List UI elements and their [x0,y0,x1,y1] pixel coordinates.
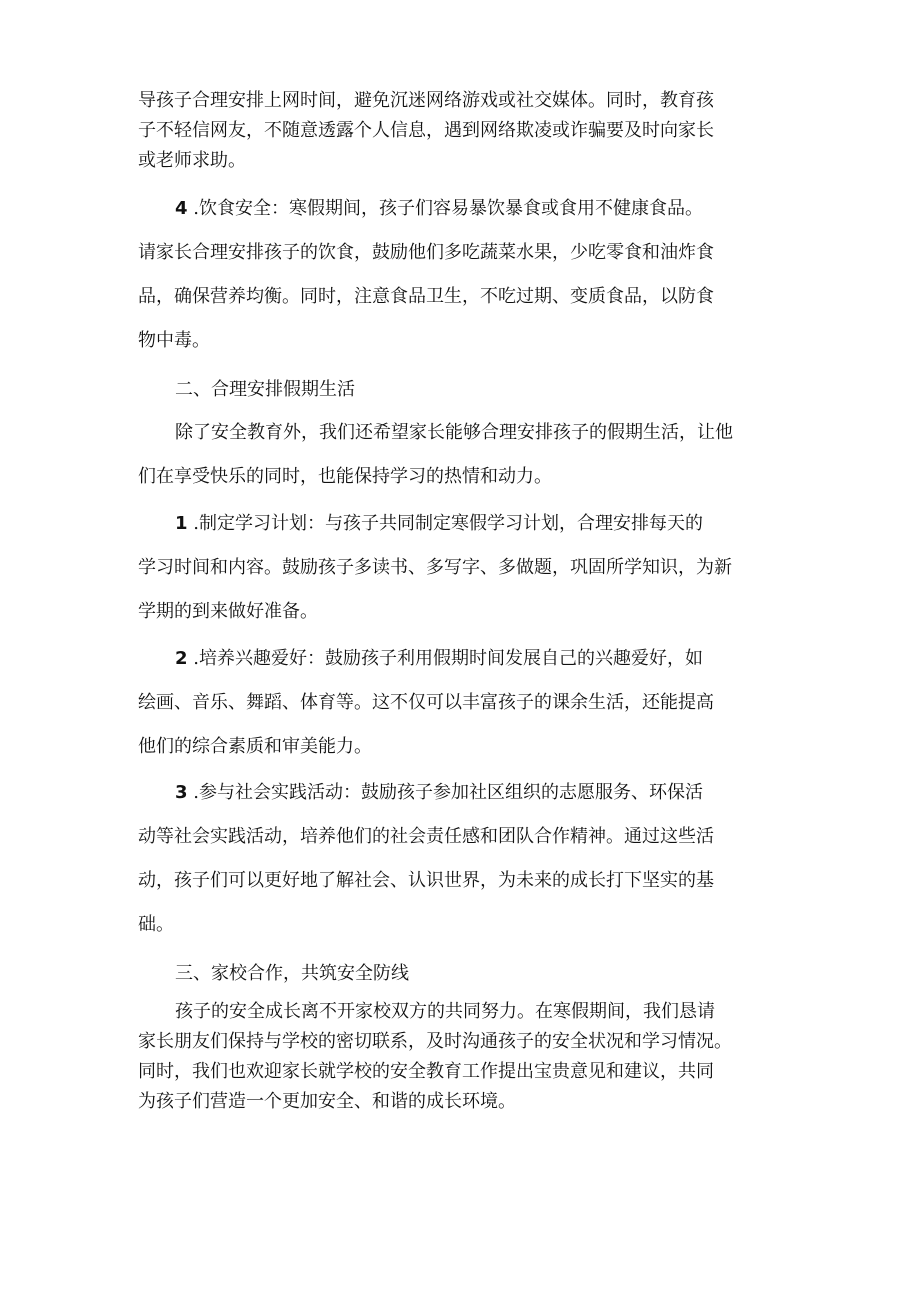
text-line: 品，确保营养均衡。同时，注意食品卫生，不吃过期、变质食品，以防食 [138,286,714,307]
text-line: 除了安全教育外，我们还希望家长能够合理安排孩子的假期生活，让他 [175,422,733,443]
text-line: 动，孩子们可以更好地了解社会、认识世界，为未来的成长打下坚实的基 [138,870,714,891]
text-line: 们在享受快乐的同时，也能保持学习的热情和动力。 [138,466,552,487]
text-line: 动等社会实践活动，培养他们的社会责任感和团队合作精神。通过这些活 [138,826,714,847]
text-line: 或老师求助。 [138,150,246,171]
text-line: 他们的综合素质和审美能力。 [138,736,372,757]
text-line-numbered [138,502,732,546]
text-line: 物中毒。 [138,330,210,351]
paragraph-study-plan [138,502,732,634]
paragraph-hobbies [138,637,714,769]
item-number: 1 [175,513,188,534]
text-line: 子不轻信网友，不随意透露个人信息，遇到网络欺凌或诈骗要及时向家长 [138,120,714,141]
text-line: .参与社会实践活动：鼓励孩子参加社区组织的志愿服务、环保活 [193,782,703,803]
text-line-numbered [138,187,714,231]
section-heading-2 [138,368,355,412]
text-line: 学习时间和内容。鼓励孩子多读书、多写字、多做题，巩固所学知识，为新 [138,557,732,578]
item-number: 3 [175,782,188,803]
text-line: 学期的到来做好准备。 [138,601,318,622]
paragraph-social-practice [138,771,714,947]
paragraph-internet-safety-continued [138,86,714,176]
paragraph-home-school-cooperation [138,997,732,1117]
section-heading-3 [138,952,409,996]
paragraph-holiday-intro [138,411,733,499]
text-line: 绘画、音乐、舞蹈、体育等。这不仅可以丰富孩子的课余生活，还能提高 [138,692,714,713]
text-line: .饮食安全：寒假期间，孩子们容易暴饮暴食或食用不健康食品。 [193,198,703,219]
heading-text: 三、家校合作，共筑安全防线 [175,963,409,984]
text-line-numbered [138,771,714,815]
text-line: 导孩子合理安排上网时间，避免沉迷网络游戏或社交媒体。同时，教育孩 [138,90,714,111]
text-line: .制定学习计划：与孩子共同制定寒假学习计划，合理安排每天的 [193,513,703,534]
text-line: 请家长合理安排孩子的饮食，鼓励他们多吃蔬菜水果，少吃零食和油炸食 [138,242,714,263]
item-number: 2 [175,648,188,669]
text-line: .培养兴趣爱好：鼓励孩子利用假期时间发展自己的兴趣爱好，如 [193,648,703,669]
text-line: 础。 [138,914,174,935]
text-line-numbered [138,637,714,681]
text-line: 同时，我们也欢迎家长就学校的安全教育工作提出宝贵意见和建议，共同 [138,1061,714,1082]
item-number: 4 [175,198,188,219]
heading-text: 二、合理安排假期生活 [175,379,355,400]
text-line: 孩子的安全成长离不开家校双方的共同努力。在寒假期间，我们恳请 [175,1001,715,1022]
paragraph-food-safety [138,187,714,363]
text-line: 为孩子们营造一个更加安全、和谐的成长环境。 [138,1091,516,1112]
text-line: 家长朋友们保持与学校的密切联系，及时沟通孩子的安全状况和学习情况。 [138,1031,732,1052]
